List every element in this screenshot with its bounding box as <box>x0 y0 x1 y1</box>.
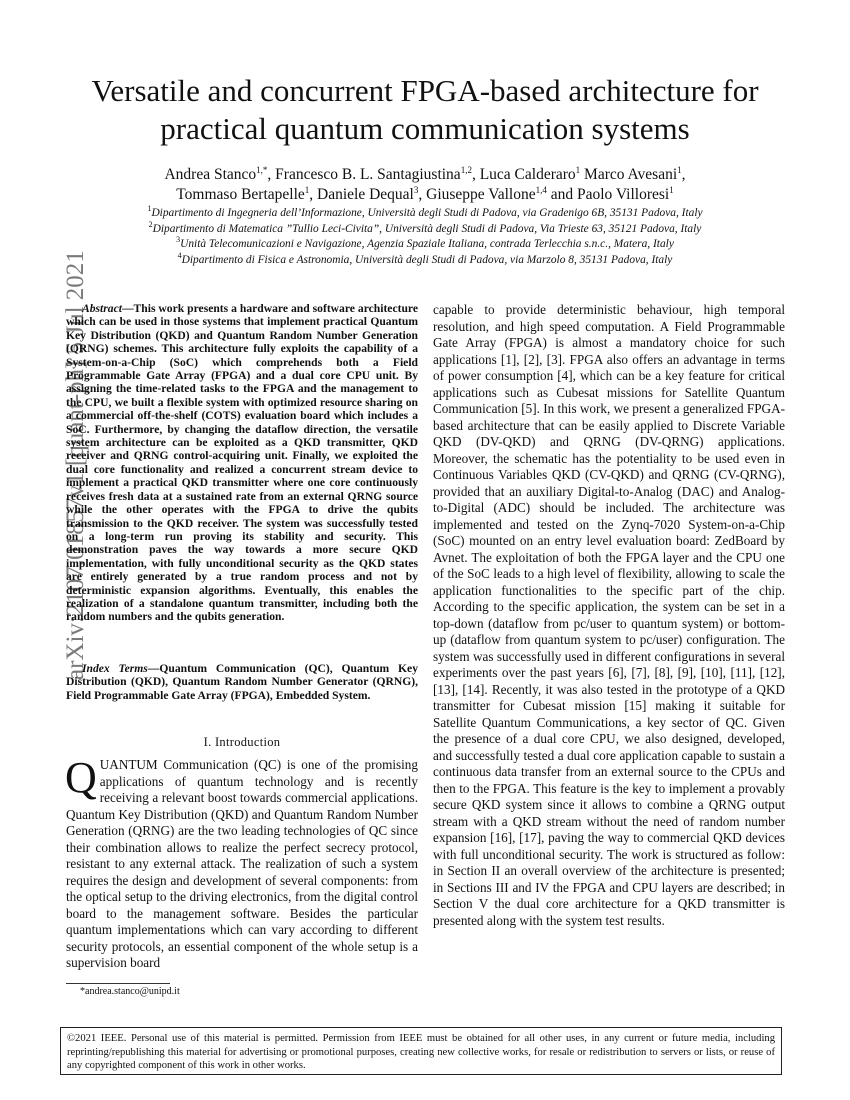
author-affil-sup: 1 <box>677 164 682 175</box>
footnote: *andrea.stanco@unipd.it <box>80 986 180 997</box>
author-affil-sup: 1 <box>575 164 581 175</box>
author-affil-sup: 1,2 <box>460 164 472 175</box>
arxiv-stamp <box>10 250 89 680</box>
footnote-divider <box>66 983 170 984</box>
author-name: Marco Avesani <box>580 166 678 183</box>
index-terms <box>66 662 418 702</box>
author-affil-sup: 1,* <box>256 164 268 175</box>
author-line-1 <box>90 165 760 185</box>
author-name: and Paolo Villoresi <box>546 186 670 203</box>
author-separator: , <box>681 166 686 183</box>
author-affil-sup: 1 <box>669 184 674 195</box>
author-name: Andrea Stanco <box>164 166 257 183</box>
author-affil-sup: 3 <box>413 184 419 195</box>
author-name: , Giuseppe Vallone <box>418 186 536 203</box>
index-terms-text: —Quantum Communication (QC), Quantum Key Distribution (QKD), Quantum Random Number Generator (QRNG), Field Programmable Gate Array (FPGA), Embedded System. <box>66 662 418 702</box>
right-column-paragraph: capable to provide deterministic behaviour, high temporal resolution, and high speed computation. A Field Programmable Gate Array (FPGA) is almost a mandatory choice for such applications [1], [2], [3]. FPGA also offers an advantage in terms of power consumption [4], which can be a key feature for critical applications such as Cubesat missions for Satellite Quantum Communication [5]. In this work, we present a generalized FPGA-based architecture that can be easily applied to Discrete Variable QKD (DV-QKD) and QRNG (DV-QRNG) applications. Moreover, the schematic has the potentiality to be used even in Continuous Variables QKD (CV-QKD) and QRNG (CV-QRNG), provided that an auxiliary Digital-to-Analog (DAC) and Analog-to-Digital (ADC) should be included. The architecture was implemented and tested on the Zynq-7020 System-on-a-Chip (SoC) mounted on an entry level evaluation board: ZedBoard by Avnet. The exploitation of both the FPGA layer and the CPU one of the SoC leads to a high level of flexibility, allowing to scale the application functionalities to the specific part of the chip. According to the specific application, the system can be set in a top-down (dataflow from pc/user to quantum system) or bottom-up (dataflow from quantum system to pc/user) configuration. The system was successfully used in different configurations in several experiments over the past years [6], [7], [8], [9], [10], [11], [12], [13], [14]. Recently, it was also tested in the prototype of a QKD transmitter for Cubesat mission [15] making it suitable for Satellite Quantum Communications, a key sector of QC. Given the presence of a dual core CPU, we also designed, developed, and successfully tested a dual core application capable to sustain a continuous data transfer from an external source to the CPUs and then to the FPGA. This feature is the key to implement a provably secure QKD system since it allows to combine a QRNG output stream with a QKD stream without the need of random number expansion [16], [17], paving the way to commercial QKD devices with full unconditional security. The work is structured as follow: in Section II an overall overview of the architecture is presented; in Sections III and IV the FPGA and CPU layers are described; in Section V the dual core architecture for a QKD transmitter is presented along with the system test results. <box>433 302 785 928</box>
drop-cap: Q <box>65 753 97 802</box>
affiliation-sup: 3 <box>176 235 181 245</box>
affiliation-text: Dipartimento di Ingegneria dell’Informazione, Università degli Studi di Padova, via Gradenigo 6B, 35131 Padova, Italy <box>151 207 703 219</box>
author-name: , Luca Calderaro <box>471 166 576 183</box>
affiliation-text: Dipartimento di Fisica e Astronomia, Università degli Studi di Padova, via Marzolo 8, 35131 Padova, Italy <box>181 253 673 266</box>
author-name: Tommaso Bertapelle <box>176 186 305 203</box>
introduction-text: UANTUM Communication (QC) is one of the promising applications of quantum technology and is recently receiving a relevant boost towards commercial applications. Quantum Key Distribution (QKD) and Quantum Random Number Generation (QRNG) are the two leading technologies of QC since their combination allows to realize the perfect secrecy protocol, resistant to any external attack. The realization of such a system requires the design and development of several components: from the optical setup to the driving electronics, from the digital control board to the management software. Besides the particular quantum implementations which can vary according to different security protocols, an essential component of the whole setup is a supervision board <box>66 757 418 970</box>
affiliation-text: Dipartimento di Matematica ”Tullio Leci-Civita”, Università degli Studi di Padova, Via Trieste 63, 35121 Padova, Italy <box>152 222 702 235</box>
affiliation-item <box>70 250 780 269</box>
abstract-label: Abstract <box>82 302 122 315</box>
affiliation-sup: 4 <box>177 250 182 260</box>
affiliation-text: Unità Telecomunicazioni e Navigazione, Agenzia Spaziale Italiana, contrada Terlecchia s.n.c., Matera, Italy <box>180 238 674 250</box>
abstract-text: —This work presents a hardware and software architecture which can be used in those systems that implement practical Quantum Key Distribution (QKD) and Quantum Random Number Generation (QRNG) schemes. This architecture fully exploits the capability of a System-on-a-Chip (SoC) which comprehends both a Field Programmable Gate Array (FPGA) and a dual core CPU unit. By assigning the time-related tasks to the FPGA and the management to the CPU, we built a flexible system with optimized resource sharing on a commercial off-the-shelf (COTS) evaluation board which includes a SoC. Furthermore, by changing the dataflow direction, the versatile system architecture can be exploited as a QKD transmitter, QKD receiver and QRNG control-acquiring unit. Finally, we exploited the dual core functionality and realized a concurrent stream device to implement a practical QKD transmitter where one core continuously receives fresh data at a sustained rate from an external QRNG source while the other operates with the FPGA to drive the qubits transmission to the QKD receiver. The system was successfully tested on a long-term run proving its stability and security. This demonstration paves the way towards a more secure QKD implementation, with fully unconditional security as the QKD states are entirely generated by a true random process and not by deterministic expansion algorithms. Eventually, this enables the realization of a standalone quantum transmitter, including both the random numbers and the qubits generation. <box>66 302 418 624</box>
affiliation-list <box>70 206 780 268</box>
author-list <box>90 165 760 205</box>
affiliation-sup: 2 <box>148 219 153 229</box>
section-heading: I. Introduction <box>203 735 281 749</box>
copyright-notice: ©2021 IEEE. Personal use of this material is permitted. Permission from IEEE must be obtained for all other uses, in any current or future media, including reprinting/republishing this material for advertising or promotional purposes, creating new collective works, for resale or redistribution to servers or lists, or reuse of any copyrighted component of this work in other works. <box>60 1027 782 1075</box>
affiliation-sup: 1 <box>147 204 152 214</box>
author-affil-sup: 1,4 <box>535 184 547 195</box>
author-affil-sup: 1 <box>304 184 310 195</box>
author-line-2 <box>90 185 760 205</box>
author-name: , Daniele Dequal <box>309 186 414 203</box>
paper-title: Versatile and concurrent FPGA-based architecture for practical quantum communication systems <box>91 73 759 146</box>
arxiv-stamp-text: arXiv:2107.01857v1 [quant-ph] 5 Jul 2021 <box>62 250 89 680</box>
affiliation-item <box>70 206 780 222</box>
author-name: , Francesco B. L. Santagiustina <box>267 166 461 183</box>
affiliation-item <box>70 237 780 253</box>
abstract <box>66 302 418 624</box>
introduction-paragraph <box>65 753 418 972</box>
index-terms-label: Index Terms <box>82 662 148 675</box>
